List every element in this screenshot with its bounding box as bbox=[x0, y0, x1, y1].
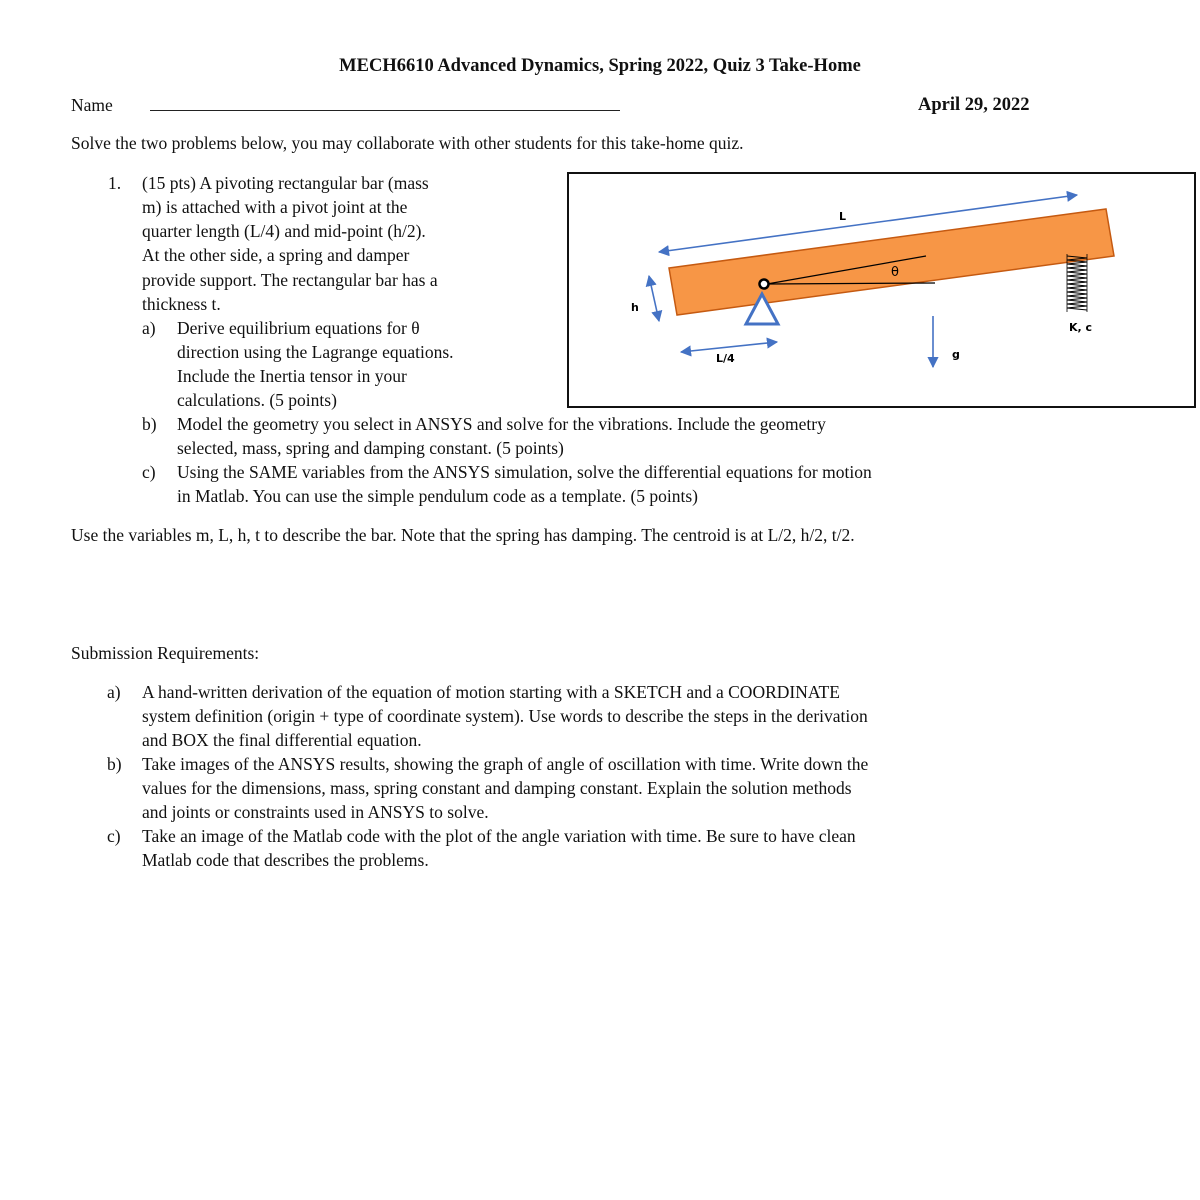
height-arrow bbox=[649, 276, 659, 321]
part-line: selected, mass, spring and damping constant. (5 points) bbox=[177, 438, 564, 458]
pivot-joint bbox=[760, 280, 769, 289]
height-label: h bbox=[631, 301, 639, 314]
item-line: Take images of the ANSYS results, showing the graph of angle of oscillation with time. Write down the bbox=[142, 754, 869, 774]
item-line: A hand-written derivation of the equation of motion starting with a SKETCH and a COORDINATE bbox=[142, 682, 840, 702]
name-blank-line bbox=[150, 110, 620, 111]
statement-line: At the other side, a spring and damper bbox=[142, 245, 410, 265]
part-line: Model the geometry you select in ANSYS and solve for the vibrations. Include the geometry bbox=[177, 414, 826, 434]
item-letter: a) bbox=[107, 682, 121, 702]
part-letter: c) bbox=[142, 462, 156, 482]
statement-line: m) is attached with a pivot joint at the bbox=[142, 197, 408, 217]
part-line: Include the Inertia tensor in your bbox=[177, 366, 407, 386]
part-line: calculations. (5 points) bbox=[177, 390, 337, 410]
part-line: in Matlab. You can use the simple pendulum code as a template. (5 points) bbox=[177, 486, 699, 506]
instructions: Solve the two problems below, you may collaborate with other students for this take-home quiz. bbox=[71, 133, 744, 153]
item-letter: c) bbox=[107, 826, 121, 846]
length-label: L bbox=[839, 210, 847, 223]
item-line: Matlab code that describes the problems. bbox=[142, 850, 429, 870]
part-letter: b) bbox=[142, 414, 157, 434]
item-line: and BOX the final differential equation. bbox=[142, 730, 422, 750]
item-letter: b) bbox=[107, 754, 122, 774]
quarter-length-arrow bbox=[681, 342, 777, 352]
statement-line: thickness t. bbox=[142, 294, 221, 314]
item-line: values for the dimensions, mass, spring constant and damping constant. Explain the solution methods bbox=[142, 778, 852, 798]
quiz-date: April 29, 2022 bbox=[918, 95, 1030, 115]
item-line: and joints or constraints used in ANSYS to solve. bbox=[142, 802, 489, 822]
item-line: Take an image of the Matlab code with the plot of the angle variation with time. Be sure to have clean bbox=[142, 826, 856, 846]
spring-damper bbox=[1067, 254, 1087, 312]
part-letter: a) bbox=[142, 318, 156, 338]
variables-note: Use the variables m, L, h, t to describe the bar. Note that the spring has damping. The centroid is at L/2, h/2, t/2. bbox=[71, 525, 855, 545]
statement-line: (15 pts) A pivoting rectangular bar (mass bbox=[142, 173, 429, 193]
theta-label: θ bbox=[891, 265, 899, 280]
part-line: Derive equilibrium equations for θ bbox=[177, 318, 420, 338]
name-label: Name bbox=[71, 95, 113, 115]
part-line: direction using the Lagrange equations. bbox=[177, 342, 454, 362]
gravity-label: g bbox=[952, 348, 960, 361]
item-line: system definition (origin + type of coordinate system). Use words to describe the steps in the derivation bbox=[142, 706, 868, 726]
quarter-length-label: L/4 bbox=[716, 352, 735, 365]
statement-line: quarter length (L/4) and mid-point (h/2). bbox=[142, 221, 426, 241]
pivot-bar-figure bbox=[567, 172, 1196, 408]
submission-heading: Submission Requirements: bbox=[71, 643, 260, 663]
spring-label: K, c bbox=[1069, 321, 1093, 334]
statement-line: provide support. The rectangular bar has a bbox=[142, 270, 438, 290]
pivot-bar-diagram bbox=[569, 174, 1198, 410]
page-title: MECH6610 Advanced Dynamics, Spring 2022, Quiz 3 Take-Home bbox=[339, 56, 861, 76]
part-line: Using the SAME variables from the ANSYS simulation, solve the differential equations for motion bbox=[177, 462, 872, 482]
problem-number: 1. bbox=[108, 173, 122, 193]
